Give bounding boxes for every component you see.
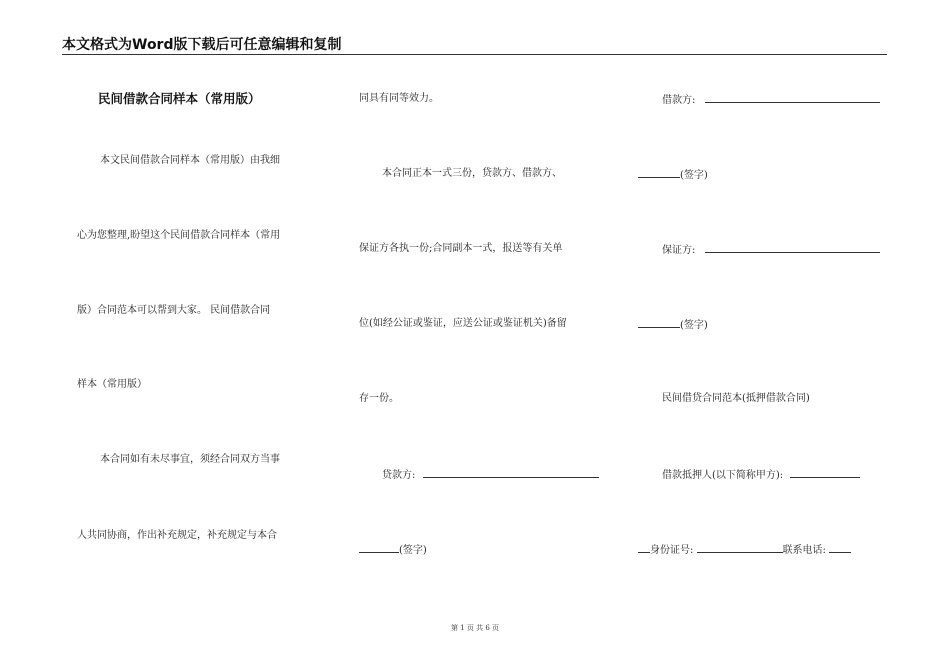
col2-line-2: 本合同正本一式三份，贷款方、借款方、 [382, 168, 562, 179]
document-header-banner: 本文格式为Word版下载后可任意编辑和复制 [62, 34, 887, 55]
col1-line-4: 样本（常用版） [77, 379, 147, 390]
id-phone-field [638, 543, 851, 557]
id-number-label: 身份证号: [650, 545, 694, 556]
guarantor-blank-line [705, 243, 880, 253]
guarantor-signature-field [638, 318, 708, 332]
id-prefix-blank [638, 543, 650, 553]
col1-line-5: 本合同如有未尽事宜，须经合同双方当事 [100, 454, 280, 465]
col2-line-4: 位(如经公证或鉴证，应送公证或鉴证机关)备留 [359, 318, 567, 329]
lender-field [382, 468, 599, 482]
col1-line-3: 版）合同范本可以帮到大家。 民间借款合同 [77, 305, 271, 316]
borrower-signature-label: (签字) [680, 170, 708, 181]
col1-line-6: 人共同协商，作出补充规定，补充规定与本合 [77, 530, 277, 541]
borrower-signature-field [638, 168, 708, 182]
guarantor-field [662, 243, 880, 257]
mortgagor-blank-line [790, 468, 860, 478]
col1-line-2: 心为您整理,盼望这个民间借款合同样本（常用 [77, 230, 281, 241]
mortgagor-field [662, 468, 860, 482]
borrower-label: 借款方: [662, 95, 696, 106]
lender-signature-field [359, 543, 427, 557]
lender-signature-blank [359, 543, 399, 553]
phone-blank [829, 543, 851, 553]
contract-subtitle: 民间借贷合同范本(抵押借款合同) [662, 393, 810, 404]
col1-line-1: 本文民间借款合同样本（常用版）由我细 [100, 155, 280, 166]
id-number-blank [697, 543, 783, 553]
lender-blank-line [423, 468, 599, 478]
col2-line-5: 存一份。 [359, 393, 399, 404]
borrower-blank-line [705, 93, 880, 103]
phone-label: 联系电话: [782, 545, 826, 556]
guarantor-signature-blank [638, 318, 680, 328]
lender-label: 贷款方: [382, 470, 416, 481]
mortgagor-label: 借款抵押人(以下简称甲方): [662, 470, 784, 481]
guarantor-signature-label: (签字) [680, 320, 708, 331]
document-title: 民间借款合同样本（常用版） [98, 91, 261, 106]
col2-line-3: 保证方各执一份;合同副本一式，报送等有关单 [359, 243, 563, 254]
borrower-signature-blank [638, 168, 680, 178]
col2-line-1: 同具有同等效力。 [359, 93, 439, 104]
guarantor-label: 保证方: [662, 245, 696, 256]
page-number-footer: 第 1 页 共 6 页 [450, 624, 500, 632]
lender-signature-label: (签字) [399, 545, 427, 556]
borrower-field [662, 93, 880, 107]
